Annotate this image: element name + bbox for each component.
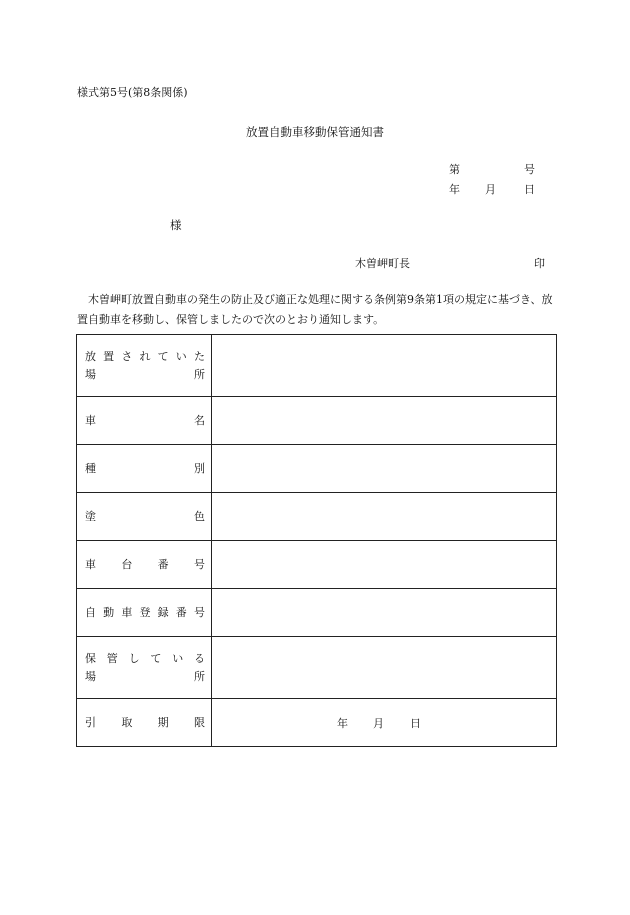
row-label-registration-number [77, 589, 212, 637]
row-value-pickup-deadline[interactable] [212, 699, 557, 747]
label-line: 場 所 [85, 367, 205, 381]
label-line: 車 名 [85, 413, 205, 427]
document-number-date-block [449, 160, 535, 200]
row-label-pickup-deadline [77, 699, 212, 747]
label-line: 保 管 し て い る [85, 651, 205, 665]
row-label-type [77, 445, 212, 493]
label-line: 種 別 [85, 461, 205, 475]
label-line: 放 置 さ れ て い た [85, 349, 205, 363]
document-number-line [449, 160, 535, 180]
row-value-color[interactable] [212, 493, 557, 541]
notice-body-text: 木曽岬町放置自動車の発生の防止及び適正な処理に関する条例第9条第1項の規定に基づき、放置自動車を移動し、保管しましたので次のとおり通知します。 [77, 293, 553, 326]
table-row [77, 699, 557, 747]
table-row [77, 493, 557, 541]
row-label-color [77, 493, 212, 541]
table-row [77, 541, 557, 589]
deadline-month: 月 [373, 716, 384, 730]
table-row [77, 637, 557, 699]
date-day: 日 [524, 183, 535, 196]
row-value-type[interactable] [212, 445, 557, 493]
form-number-label: 様式第5号(第8条関係) [77, 86, 188, 99]
notice-table [76, 334, 557, 747]
row-label-chassis-number [77, 541, 212, 589]
row-value-registration-number[interactable] [212, 589, 557, 637]
label-line: 車 台 番 号 [85, 557, 205, 571]
row-value-car-name[interactable] [212, 397, 557, 445]
date-year: 年 [449, 183, 460, 196]
date-month: 月 [485, 183, 496, 196]
number-prefix: 第 [449, 163, 460, 176]
row-label-storage-location [77, 637, 212, 699]
table-row [77, 335, 557, 397]
label-line: 塗 色 [85, 509, 205, 523]
deadline-day: 日 [410, 716, 421, 730]
label-line: 自 動 車 登 録 番 号 [85, 605, 205, 619]
table-row [77, 589, 557, 637]
deadline-date [212, 715, 556, 731]
row-value-chassis-number[interactable] [212, 541, 557, 589]
table-row [77, 445, 557, 493]
document-title: 放置自動車移動保管通知書 [246, 125, 384, 139]
issuer-name: 木曽岬町長 [355, 257, 410, 270]
row-label-car-name [77, 397, 212, 445]
document-date-line [449, 180, 535, 200]
label-line: 場 所 [85, 669, 205, 683]
row-value-location-left[interactable] [212, 335, 557, 397]
number-suffix: 号 [524, 163, 535, 176]
row-value-storage-location[interactable] [212, 637, 557, 699]
seal-mark: 印 [534, 257, 545, 270]
label-line: 引 取 期 限 [85, 715, 205, 729]
table-row [77, 397, 557, 445]
row-label-location-left [77, 335, 212, 397]
addressee-suffix: 様 [170, 218, 182, 232]
deadline-year: 年 [337, 716, 348, 730]
